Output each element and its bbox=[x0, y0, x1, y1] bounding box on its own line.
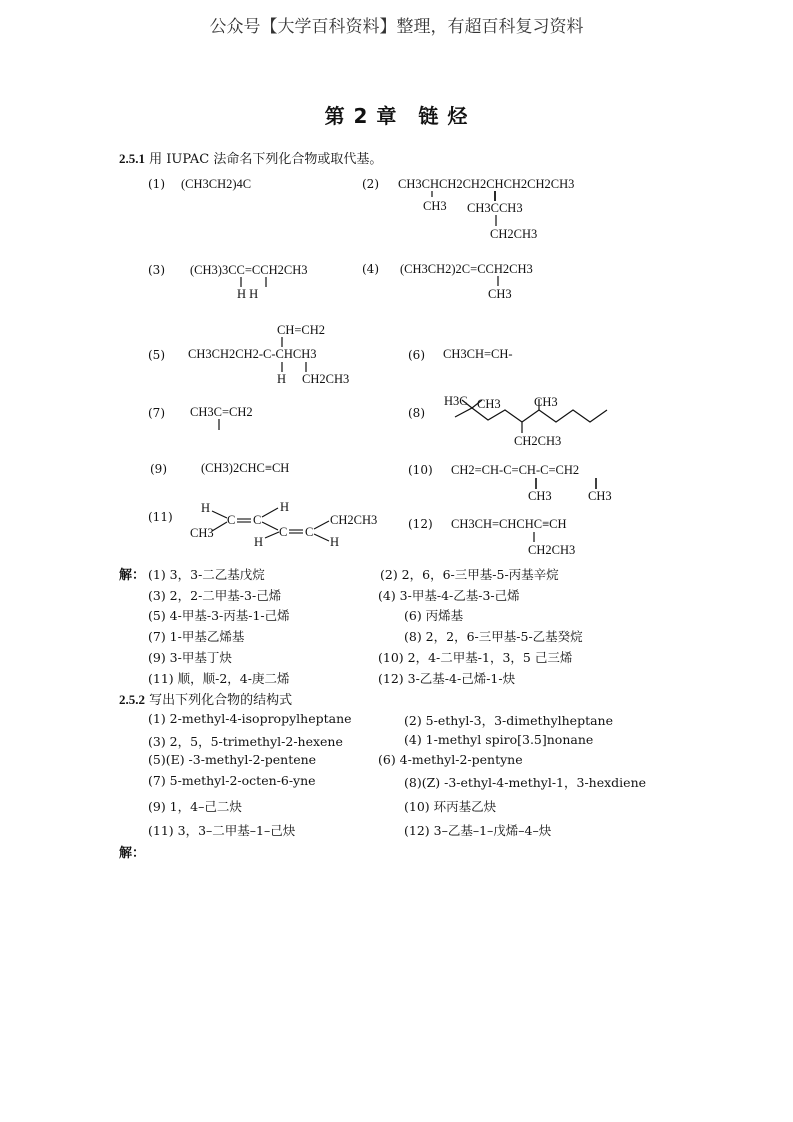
answer-2: (2) 2，6，6-三甲基-5-丙基辛烷 bbox=[380, 567, 559, 582]
answer-12: (12) 3-乙基-4-己烯-1-炔 bbox=[378, 671, 516, 686]
label-1: (1) bbox=[148, 177, 165, 191]
answer-heading-2: 解： bbox=[119, 846, 146, 861]
answer-6: (6) 丙烯基 bbox=[404, 608, 464, 623]
structure-task-7: (7) 5-methyl-2-octen-6-yne bbox=[148, 773, 316, 788]
label-12: (12) bbox=[408, 517, 433, 531]
label-11: (11) bbox=[148, 510, 173, 524]
section-prompt: 用 IUPAC 法命名下列化合物或取代基。 bbox=[149, 152, 383, 167]
label-3: (3) bbox=[148, 263, 165, 277]
formula-10-sub1: CH3 bbox=[528, 489, 552, 503]
structure-task-5: (5)(E) -3-methyl-2-pentene bbox=[148, 752, 317, 767]
formula-2-main: CH3CHCH2CH2CHCH2CH2CH3 bbox=[398, 177, 575, 191]
formula-8-a: H3C bbox=[444, 394, 468, 408]
formula-11-c4: C bbox=[305, 525, 314, 539]
formula-11-h2: H bbox=[280, 500, 290, 514]
formula-11-c1: C bbox=[227, 513, 236, 527]
label-2: (2) bbox=[362, 177, 379, 191]
label-5: (5) bbox=[148, 348, 165, 362]
label-10: (10) bbox=[408, 463, 433, 477]
label-6: (6) bbox=[408, 348, 425, 362]
formula-3-h: H H bbox=[237, 287, 259, 301]
answer-3: (3) 2，2-二甲基-3-己烯 bbox=[148, 588, 282, 603]
formula-2-sub2: CH3CCH3 bbox=[467, 201, 523, 215]
bond bbox=[314, 521, 329, 529]
formula-9: (CH3)2CHC≡CH bbox=[201, 461, 290, 475]
answer-9: (9) 3-甲基丁炔 bbox=[148, 650, 232, 665]
bond bbox=[314, 534, 329, 541]
formula-5-sub: CH2CH3 bbox=[302, 372, 350, 386]
formula-4-sub: CH3 bbox=[488, 287, 512, 301]
structure-task-9: (9) 1，4–己二炔 bbox=[148, 799, 242, 814]
structure-task-12: (12) 3–乙基–1–戊烯–4–炔 bbox=[404, 823, 552, 838]
section-2-5-2 bbox=[119, 689, 292, 708]
formula-8-b: CH3 bbox=[477, 397, 501, 411]
formula-11-h1: H bbox=[201, 501, 211, 515]
label-4: (4) bbox=[362, 262, 379, 276]
formula-11-c3: C bbox=[279, 525, 288, 539]
formula-12: CH3CH=CHCHC≡CH bbox=[451, 517, 567, 531]
formula-5-h: H bbox=[277, 372, 287, 386]
formula-11-c2: C bbox=[253, 513, 262, 527]
formula-11-ch3: CH3 bbox=[190, 526, 214, 540]
formula-5-main: CH3CH2CH2-C-CHCH3 bbox=[188, 347, 317, 361]
page-header: 公众号【大学百科资料】整理，有超百科复习资料 bbox=[209, 17, 584, 37]
bond bbox=[262, 522, 278, 530]
formula-11-h3: H bbox=[254, 535, 264, 549]
structure-task-11: (11) 3，3–二甲基–1–己炔 bbox=[148, 823, 296, 838]
bond bbox=[212, 511, 227, 518]
structure-task-1: (1) 2-methyl-4-isopropylheptane bbox=[148, 711, 352, 726]
label-8: (8) bbox=[408, 406, 425, 420]
formula-5-top: CH=CH2 bbox=[277, 323, 326, 337]
formula-7: CH3C=CH2 bbox=[190, 405, 253, 419]
answer-heading-1: 解： bbox=[119, 568, 146, 583]
answer-8: (8) 2，2，6-三甲基-5-乙基癸烷 bbox=[404, 629, 583, 644]
formula-1: (CH3CH2)4C bbox=[181, 177, 252, 191]
label-7: (7) bbox=[148, 406, 165, 420]
structure-task-6: (6) 4-methyl-2-pentyne bbox=[378, 752, 523, 767]
answer-1: (1) 3，3-二乙基戊烷 bbox=[148, 567, 265, 582]
chapter-title: 第 2 章 链 烃 bbox=[324, 104, 469, 128]
bond bbox=[212, 522, 227, 531]
label-9: (9) bbox=[150, 462, 167, 476]
formula-8-c: CH3 bbox=[534, 395, 558, 409]
formula-10-sub2: CH3 bbox=[588, 489, 612, 503]
formula-11-h4: H bbox=[330, 535, 340, 549]
answer-7: (7) 1-甲基乙烯基 bbox=[148, 629, 245, 644]
formula-2-sub3: CH2CH3 bbox=[490, 227, 538, 241]
formula-8-d: CH2CH3 bbox=[514, 434, 562, 448]
formula-10: CH2=CH-C=CH-C=CH2 bbox=[451, 463, 580, 477]
answer-10: (10) 2，4-二甲基-1，3，5 己三烯 bbox=[378, 650, 573, 665]
formula-12-sub: CH2CH3 bbox=[528, 543, 576, 557]
answer-5: (5) 4-甲基-3-丙基-1-己烯 bbox=[148, 608, 290, 623]
structure-task-8: (8)(Z) -3-ethyl-4-methyl-1，3-hexdiene bbox=[404, 775, 647, 790]
structure-task-2: (2) 5-ethyl-3，3-dimethylheptane bbox=[404, 713, 613, 728]
bond bbox=[262, 508, 278, 517]
formula-2-sub1: CH3 bbox=[423, 199, 447, 213]
answer-4: (4) 3-甲基-4-乙基-3-己烯 bbox=[378, 588, 520, 603]
bond bbox=[265, 532, 279, 538]
formula-4: (CH3CH2)2C=CCH2CH3 bbox=[400, 262, 533, 276]
formula-11-et: CH2CH3 bbox=[330, 513, 378, 527]
section-number: 2.5.1 bbox=[119, 151, 145, 166]
section-number: 2.5.2 bbox=[119, 692, 145, 707]
structure-task-3: (3) 2，5，5-trimethyl-2-hexene bbox=[148, 734, 343, 749]
formula-6: CH3CH=CH- bbox=[443, 347, 513, 361]
formula-3: (CH3)3CC=CCH2CH3 bbox=[190, 263, 308, 277]
structure-task-4: (4) 1-methyl spiro[3.5]nonane bbox=[404, 732, 594, 747]
answer-11: (11) 顺，顺-2，4-庚二烯 bbox=[148, 671, 290, 686]
section-prompt: 写出下列化合物的结构式 bbox=[149, 693, 293, 708]
structure-task-10: (10) 环丙基乙炔 bbox=[404, 799, 497, 814]
